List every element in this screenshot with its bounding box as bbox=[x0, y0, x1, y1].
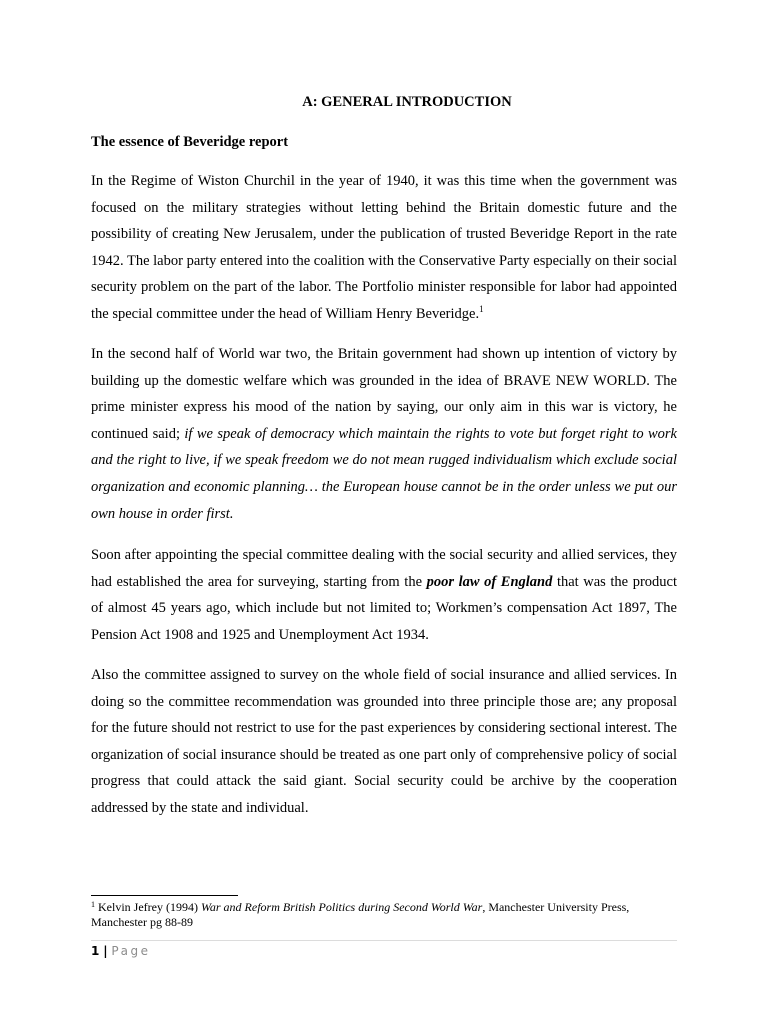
paragraph-2 bbox=[91, 341, 677, 527]
paragraph-3 bbox=[91, 542, 677, 648]
paragraph-3-text-before: Soon after appointing the special committee dealing with the social security and allied services, they had established the area for surveying, starting from the bbox=[91, 547, 677, 590]
churchill-quote: if we speak of democracy which maintain the rights to vote but forget right to work and the right to live, if we speak freedom we do not mean rugged individualism which exclude social organization and economic planning… the European house cannot be in the order unless we put our own house in order first. bbox=[91, 425, 677, 522]
page-number: 1 bbox=[91, 944, 100, 958]
footnote bbox=[91, 900, 677, 930]
footnote-book-title: War and Reform British Politics during Second World War bbox=[200, 900, 483, 914]
footnote-number: 1 bbox=[91, 900, 95, 909]
footnote-text-before: Kelvin Jefrey (1994) bbox=[95, 900, 201, 914]
paragraph-4 bbox=[91, 662, 677, 822]
section-subheading: The essence of Beveridge report bbox=[91, 134, 289, 150]
footnote-reference[interactable]: 1 bbox=[479, 303, 484, 314]
paragraph-2-text: In the second half of World war two, the Britain government had shown up intention of victory by building up the domestic welfare which was grounded in the idea of BRAVE NEW WORLD. The prime minister express his mood of the nation by saying, our only aim in this war is victory, he continued said; bbox=[91, 346, 677, 442]
poor-law-emphasis: poor law of England bbox=[426, 573, 553, 590]
page-title: A: GENERAL INTRODUCTION bbox=[302, 94, 512, 110]
footer-divider bbox=[91, 940, 677, 941]
footnote-text-after: , Manchester University Press, Manchester pg 88-89 bbox=[91, 900, 630, 929]
paragraph-4-text: Also the committee assigned to survey on the whole field of social insurance and allied services. In doing so the committee recommendation was grounded into three principle those are; any proposal for the future should not restrict to use for the past experiences by considering sectional interest. The organization of social insurance should be treated as one part only of comprehensive policy of social progress that could attack the said giant. Social security could be archive by the cooperation addressed by the state and individual. bbox=[91, 667, 677, 816]
page-label: Page bbox=[111, 944, 151, 958]
paragraph-1 bbox=[91, 168, 677, 328]
footer-separator: | bbox=[103, 944, 108, 958]
paragraph-3-text-after: that was the product of almost 45 years ago, which include but not limited to; Workmen’s compensation Act 1897, The Pension Act 1908 and 1925 and Unemployment Act 1934. bbox=[91, 573, 677, 643]
footnote-separator bbox=[91, 895, 238, 896]
paragraph-1-text: In the Regime of Wiston Churchil in the year of 1940, it was this time when the government was focused on the military strategies without letting behind the Britain domestic future and the possibility of creating New Jerusalem, under the publication of trusted Beveridge Report in the rate 1942. The labor party entered into the coalition with the Conservative Party especially on their social security problem on the part of the labor. The Portfolio minister responsible for labor had appointed the special committee under the head of William Henry Beveridge. bbox=[91, 173, 678, 322]
page-footer bbox=[91, 943, 150, 959]
